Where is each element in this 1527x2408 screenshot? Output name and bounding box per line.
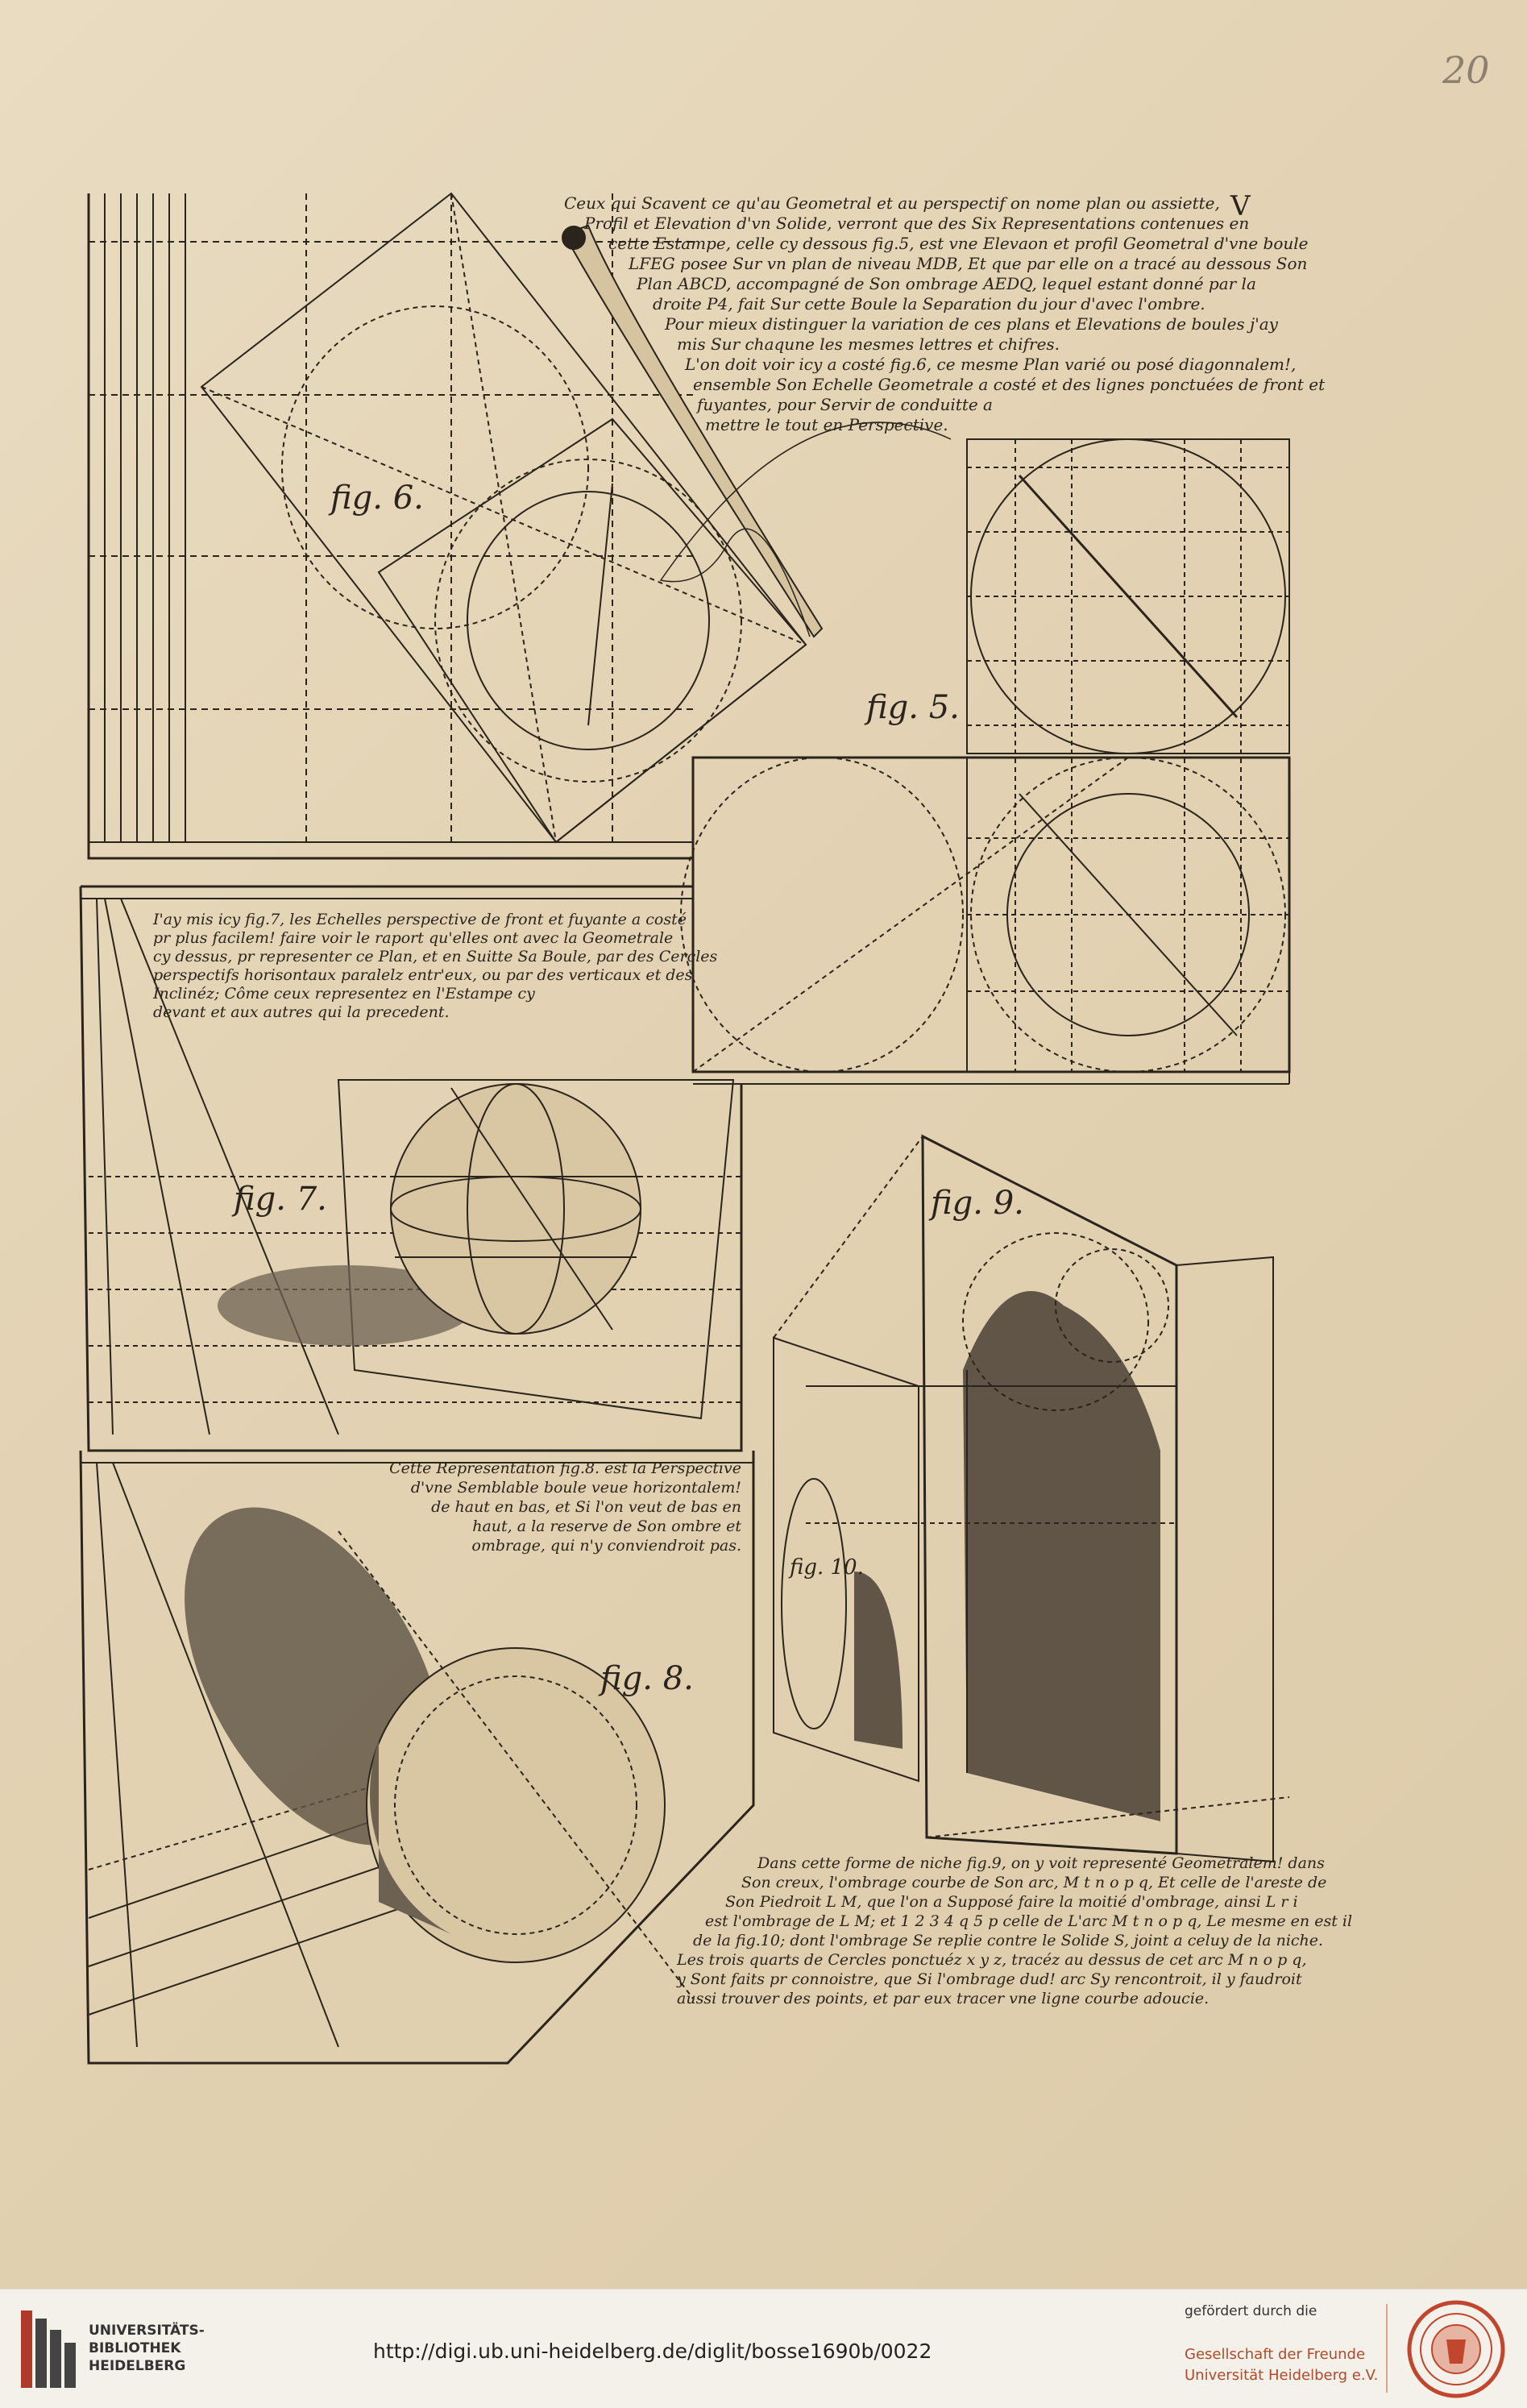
sponsor-name xyxy=(1185,2344,1378,2386)
sponsor-line-2: Universität Heidelberg e.V. xyxy=(1185,2367,1379,2384)
sponsor-label: gefördert durch die xyxy=(1185,2303,1317,2319)
footer-divider xyxy=(1386,2304,1388,2393)
text-line: mettre le tout en Perspective. xyxy=(705,415,948,434)
university-name xyxy=(89,2322,205,2375)
fig9-text-block xyxy=(653,1854,1352,2008)
plate-letter: V xyxy=(1230,190,1251,222)
text-line: pr plus facilem! faire voir le raport qu'elles ont avec la Geometrale xyxy=(153,929,674,947)
text-line: L'on doit voir icy a costé fig.6, ce mesme Plan varié ou posé diagonnalem!, xyxy=(685,355,1297,374)
text-line: aussi trouver des points, et par eux tracer vne ligne courbe adoucie. xyxy=(677,1990,1210,2007)
text-line: mis Sur chaqune les mesmes lettres et chifres. xyxy=(677,334,1060,354)
fig6-label: fig. 6. xyxy=(330,480,424,517)
text-line: Les trois quarts de Cercles ponctuéz x y z, tracéz au dessus de cet arc M n o p q, xyxy=(677,1951,1307,1969)
text-line: fuyantes, pour Servir de conduitte a xyxy=(697,395,993,414)
text-line: Plan ABCD, accompagné de Son ombrage AEDQ, lequel estant donné par la xyxy=(637,274,1256,293)
sponsor-line-1: Gesellschaft der Freunde xyxy=(1185,2346,1366,2363)
fig7-label: fig. 7. xyxy=(234,1181,327,1218)
text-line: Inclinéz; Côme ceux representez en l'Estampe cy xyxy=(153,985,535,1003)
fig8-text-block xyxy=(387,1459,741,1555)
footer-bar xyxy=(0,2289,1527,2408)
text-line: de la fig.10; dont l'ombrage Se replie contre le Solide S, joint a celuy de la niche. xyxy=(693,1932,1324,1949)
text-line: haut, a la reserve de Son ombre et xyxy=(472,1517,741,1535)
text-line: cy dessus, pr representer ce Plan, et en Suitte Sa Boule, par des Cercles xyxy=(153,948,718,965)
text-line: perspectifs horisontaux paralelz entr'eux, ou par des verticaux et des xyxy=(153,966,693,984)
folio-number: 20 xyxy=(1442,48,1490,92)
text-line: cette Estampe, celle cy dessous fig.5, est vne Elevaon et profil Geometral d'vne boule xyxy=(608,234,1309,253)
fig9-label: fig. 9. xyxy=(931,1185,1024,1222)
fig7-text-block xyxy=(153,911,717,1022)
text-line: devant et aux autres qui la precedent. xyxy=(153,1003,450,1021)
fig5-label: fig. 5. xyxy=(866,689,960,726)
text-line: Son creux, l'ombrage courbe de Son arc, M t n o p q, Et celle de l'areste de xyxy=(741,1874,1327,1891)
text-line: Ceux qui Scavent ce qu'au Geometral et au perspectif on nome plan ou assiette, xyxy=(564,193,1220,213)
fig10-label: fig. 10. xyxy=(790,1555,864,1580)
text-line: Cette Representation fig.8. est la Perspective xyxy=(389,1459,741,1477)
fig8-label: fig. 8. xyxy=(600,1660,694,1697)
text-line: est l'ombrage de L M; et 1 2 3 4 q 5 p celle de L'arc M t n o p q, Le mesme en est il xyxy=(705,1912,1353,1930)
text-line: y Sont faits pr connoistre, que Si l'ombrage dud! arc Sy rencontroit, il y faudroit xyxy=(677,1970,1302,1988)
text-line: Profil et Elevation d'vn Solide, verront que des Six Representations contenues en xyxy=(584,214,1250,233)
university-library-logo-icon xyxy=(21,2310,77,2388)
text-line: Pour mieux distinguer la variation de ces plans et Elevations de boules j'ay xyxy=(665,314,1278,334)
text-line: droite P4, fait Sur cette Boule la Separation du jour d'avec l'ombre. xyxy=(653,294,1205,313)
university-line-1: UNIVERSITÄTS- xyxy=(89,2323,205,2339)
text-line: Dans cette forme de niche fig.9, on y voit representé Geometralem! dans xyxy=(757,1854,1325,1872)
university-line-2: BIBLIOTHEK xyxy=(89,2340,181,2356)
text-line: Son Piedroit L M, que l'on a Supposé faire la moitié d'ombrage, ainsi L r i xyxy=(725,1893,1298,1911)
text-line: de haut en bas, et Si l'on veut de bas en xyxy=(431,1498,741,1516)
text-line: ombrage, qui n'y conviendroit pas. xyxy=(471,1537,741,1555)
intro-text-block xyxy=(564,193,1325,435)
permalink-url[interactable]: http://digi.ub.uni-heidelberg.de/diglit/bosse1690b/0022 xyxy=(373,2339,932,2363)
text-line: LFEG posee Sur vn plan de niveau MDB, Et que par elle on a tracé au dessous Son xyxy=(629,254,1308,273)
text-line: ensemble Son Echelle Geometrale a costé et des lignes ponctuées de front et xyxy=(693,375,1326,394)
text-line: d'vne Semblable boule veue horizontalem! xyxy=(410,1479,741,1497)
university-line-3: HEIDELBERG xyxy=(89,2358,186,2374)
text-line: I'ay mis icy fig.7, les Echelles perspective de front et fuyante a costé xyxy=(153,911,687,928)
university-seal-icon xyxy=(1406,2299,1506,2399)
